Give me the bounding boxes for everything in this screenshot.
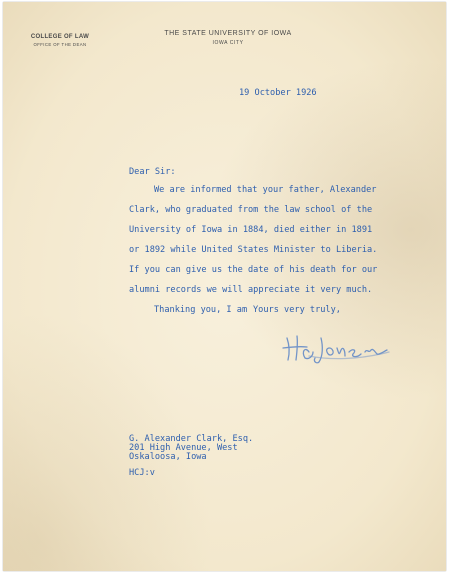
body-line: We are informed that your father, Alexander (154, 185, 377, 195)
body-line: or 1892 while United States Minister to Liberia. (129, 245, 378, 255)
handwritten-signature (279, 330, 399, 364)
address-line: Oskaloosa, Iowa (129, 452, 207, 462)
salutation: Dear Sir: (129, 167, 176, 177)
body-line-thanks: Thanking you, I am (154, 305, 248, 315)
letter-page (3, 2, 446, 571)
address-line: 201 High Avenue, West (129, 443, 238, 453)
body-line: Clark, who graduated from the law school of the (129, 205, 373, 215)
body-line: alumni records we will appreciate it very much. (129, 285, 373, 295)
letterhead-university: THE STATE UNIVERSITY OF IOWA (164, 30, 292, 37)
closing: Yours very truly, (253, 305, 341, 315)
letterhead-college: COLLEGE OF LAW (30, 34, 90, 40)
address-line: G. Alexander Clark, Esq. (129, 434, 254, 444)
letter-date: 19 October 1926 (239, 88, 317, 98)
letterhead-office: OFFICE OF THE DEAN (33, 42, 87, 47)
body-line: If you can give us the date of his death for our (129, 265, 378, 275)
reference-initials: HCJ:v (129, 468, 155, 478)
body-line: University of Iowa in 1884, died either in 1891 (129, 225, 373, 235)
letterhead-city: IOWA CITY (212, 40, 244, 46)
